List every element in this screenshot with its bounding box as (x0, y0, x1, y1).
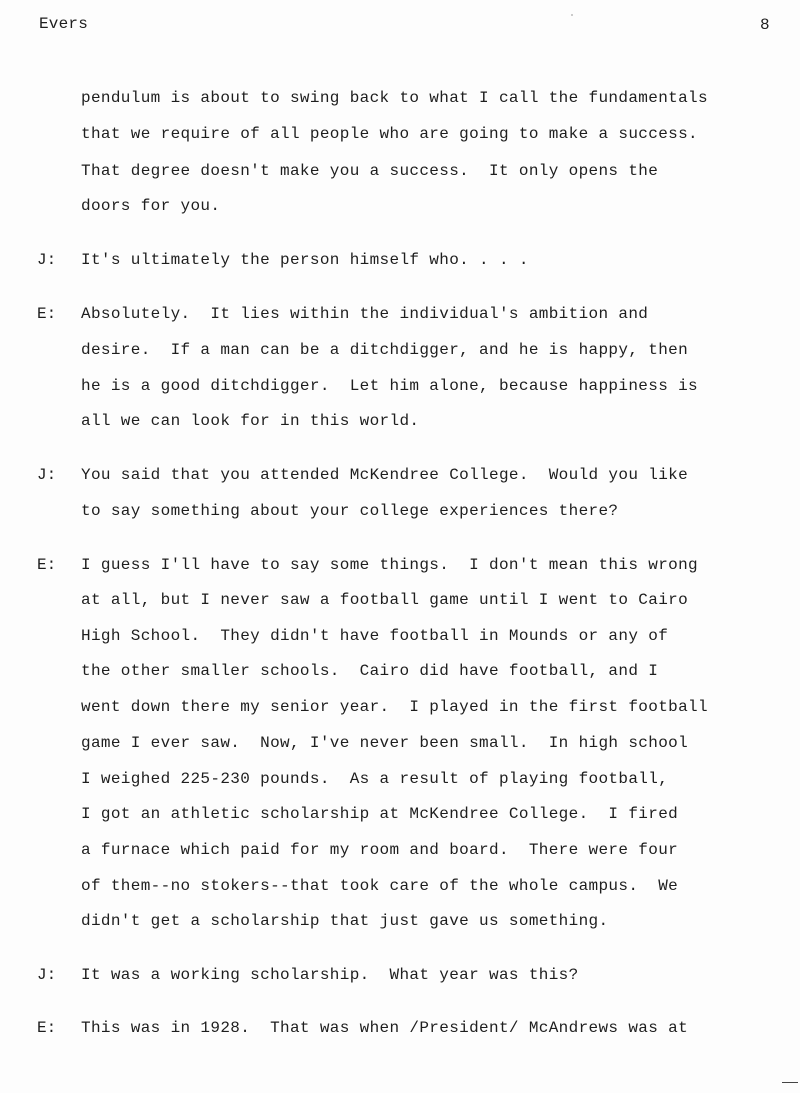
text-line: High School. They didn't have football in Mounds or any of (81, 627, 669, 645)
text-line: I guess I'll have to say some things. I don't mean this wrong (81, 556, 698, 574)
text-line: Absolutely. It lies within the individual's ambition and (81, 305, 649, 323)
text-line: pendulum is about to swing back to what I call the fundamentals (81, 89, 708, 107)
text-line: of them--no stokers--that took care of the whole campus. We (81, 877, 679, 895)
text-line: It was a working scholarship. What year was this? (81, 966, 579, 984)
text-line: That degree doesn't make you a success. It only opens the (81, 162, 659, 180)
text-line: at all, but I never saw a football game until I went to Cairo (81, 591, 689, 609)
text-line: You said that you attended McKendree College. Would you like (81, 466, 689, 484)
speaker-label: J: (37, 251, 57, 269)
speaker-label: E: (37, 556, 57, 574)
page-number: 8 (760, 16, 770, 34)
text-line: to say something about your college experiences there? (81, 502, 619, 520)
text-line: doors for you. (81, 197, 221, 215)
text-line: went down there my senior year. I played in the first football (81, 698, 708, 716)
text-line: all we can look for in this world. (81, 412, 420, 430)
text-line: I got an athletic scholarship at McKendree College. I fired (81, 805, 679, 823)
text-line: a furnace which paid for my room and board. There were four (81, 841, 679, 859)
text-line: This was in 1928. That was when /President/ McAndrews was at (81, 1019, 689, 1037)
text-line: game I ever saw. Now, I've never been small. In high school (81, 734, 689, 752)
text-line: the other smaller schools. Cairo did have football, and I (81, 662, 659, 680)
page-edge-mark (782, 1082, 798, 1083)
text-line: I weighed 225-230 pounds. As a result of playing football, (81, 770, 669, 788)
text-line: It's ultimately the person himself who. . . . (81, 251, 529, 269)
paper-speck (571, 14, 573, 16)
text-line: didn't get a scholarship that just gave us something. (81, 912, 609, 930)
speaker-label: J: (37, 466, 57, 484)
interviewee-name-header: Evers (39, 15, 89, 33)
speaker-label: E: (37, 1019, 57, 1037)
speaker-label: E: (37, 305, 57, 323)
text-line: that we require of all people who are going to make a success. (81, 125, 698, 143)
text-line: desire. If a man can be a ditchdigger, and he is happy, then (81, 341, 689, 359)
speaker-label: J: (37, 966, 57, 984)
text-line: he is a good ditchdigger. Let him alone, because happiness is (81, 377, 698, 395)
